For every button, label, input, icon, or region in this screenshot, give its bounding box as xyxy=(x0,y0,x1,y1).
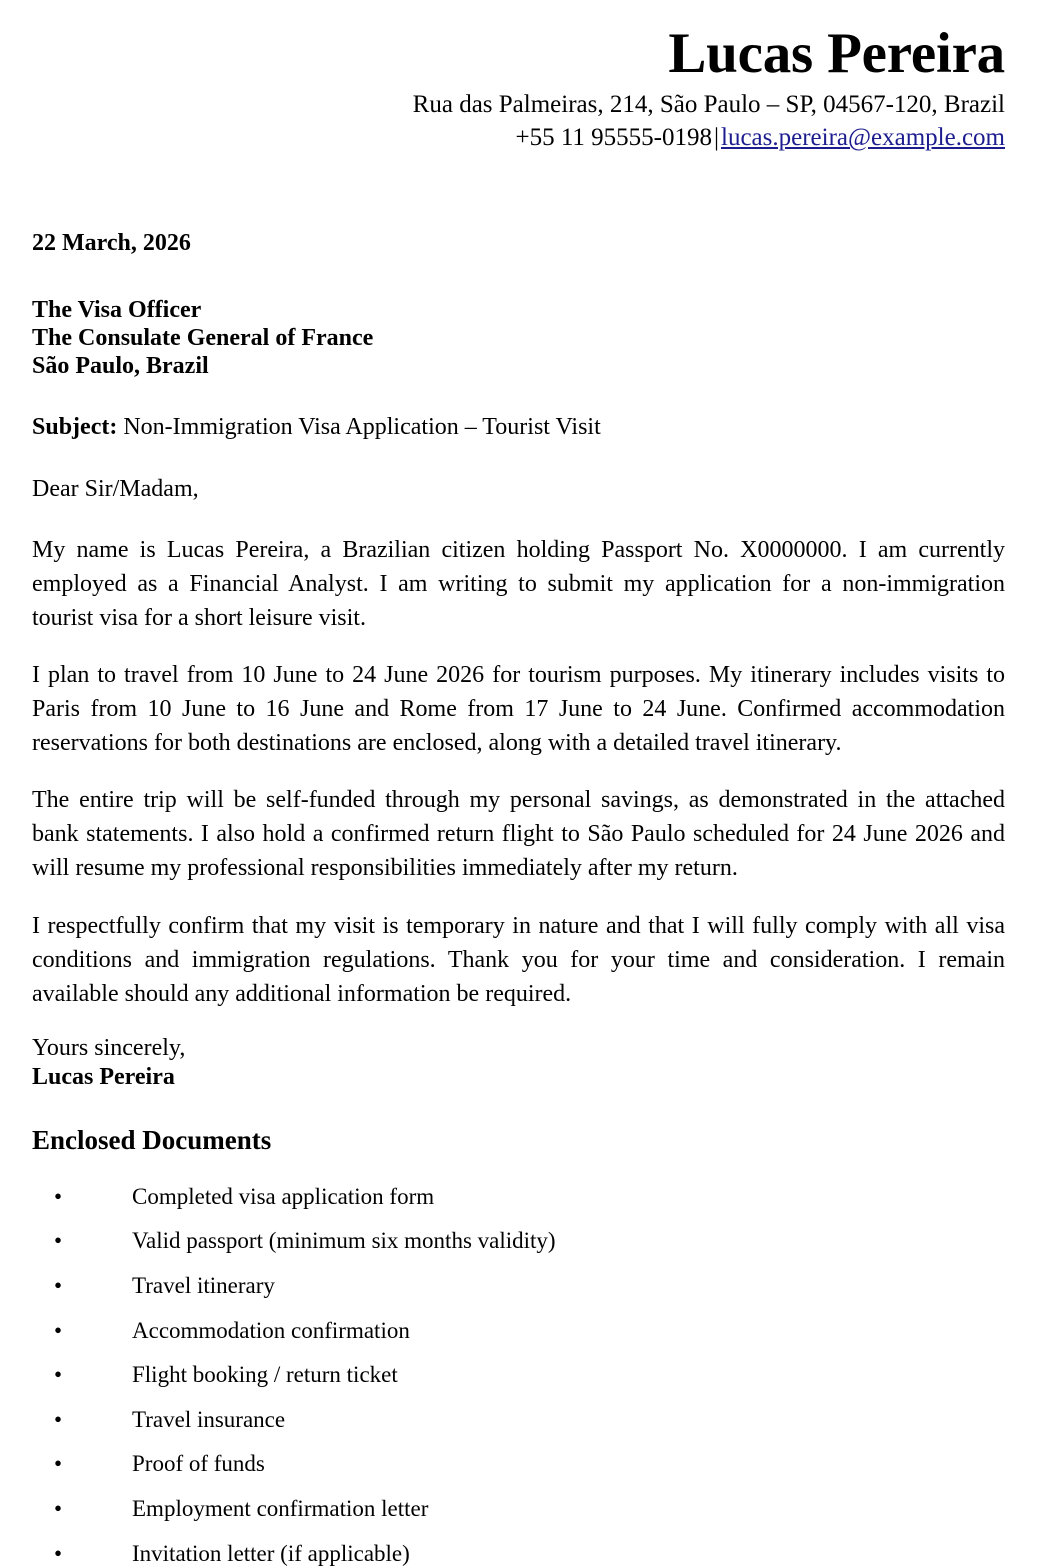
sender-phone: +55 11 95555-0198 xyxy=(515,124,712,152)
list-item-label: Invitation letter (if applicable) xyxy=(132,1540,410,1566)
enclosures-list xyxy=(32,1183,1005,1567)
list-item xyxy=(32,1361,1005,1389)
recipient-line-1: The Visa Officer xyxy=(32,296,202,323)
bullet-icon: • xyxy=(54,1406,63,1432)
list-item xyxy=(32,1183,1005,1211)
closing-line: Yours sincerely, xyxy=(32,1034,186,1061)
bullet-icon: • xyxy=(54,1540,63,1566)
body-paragraph-4: I respectfully confirm that my visit is temporary in nature and that I will fully comply with all visa conditions and immigration regulations. Thank you for your time and consideration. I remain available should any additional information be required. xyxy=(32,912,1005,1007)
salutation: Dear Sir/Madam, xyxy=(32,475,199,502)
signature-name: Lucas Pereira xyxy=(32,1063,175,1090)
sender-email-link[interactable]: lucas.pereira@example.com xyxy=(721,124,1005,152)
list-item-label: Accommodation confirmation xyxy=(132,1317,410,1343)
letterhead xyxy=(32,24,1005,154)
list-item xyxy=(32,1540,1005,1567)
bullet-icon: • xyxy=(54,1183,63,1209)
list-item xyxy=(32,1406,1005,1434)
list-item-label: Completed visa application form xyxy=(132,1183,435,1209)
sender-address: Rua das Palmeiras, 214, São Paulo – SP, 04567-120, Brazil xyxy=(412,90,1005,118)
list-item-label: Employment confirmation letter xyxy=(132,1495,429,1521)
bullet-icon: • xyxy=(54,1362,63,1388)
list-item xyxy=(32,1317,1005,1345)
list-item-label: Proof of funds xyxy=(132,1451,265,1477)
list-item-label: Valid passport (minimum six months validity) xyxy=(132,1228,556,1254)
letter-body xyxy=(32,228,1005,1091)
bullet-icon: • xyxy=(54,1451,63,1477)
sender-contact xyxy=(32,121,1005,154)
subject-line xyxy=(32,412,1005,443)
list-item-label: Travel insurance xyxy=(132,1406,286,1432)
contact-separator: | xyxy=(713,124,719,152)
recipient-line-2: The Consulate General of France xyxy=(32,324,374,351)
sender-name: Lucas Pereira xyxy=(668,22,1005,85)
body-paragraph-3: The entire trip will be self-funded through my personal savings, as demonstrated in the attached bank statements. I also hold a confirmed return flight to São Paulo scheduled for 24 June 2026 and will resume my professional responsibilities immediately after my return. xyxy=(32,787,1005,882)
bullet-icon: • xyxy=(54,1317,63,1343)
bullet-icon: • xyxy=(54,1495,63,1521)
body-paragraph-2: I plan to travel from 10 June to 24 June 2026 for tourism purposes. My itinerary includes visits to Paris from 10 June to 16 June and Rome from 17 June to 24 June. Confirmed accommodation reservations for both destinations are enclosed, along with a detailed travel itinerary. xyxy=(32,662,1005,757)
body-paragraph-1: My name is Lucas Pereira, a Brazilian citizen holding Passport No. X0000000. I am currently employed as a Financial Analyst. I am writing to submit my application for a non-immigration tourist visa for a short leisure visit. xyxy=(32,536,1005,631)
enclosures-heading: Enclosed Documents xyxy=(32,1125,272,1156)
recipient-block xyxy=(32,296,1005,381)
list-item-label: Travel itinerary xyxy=(132,1272,275,1298)
recipient-line-3: São Paulo, Brazil xyxy=(32,353,209,380)
letter-date: 22 March, 2026 xyxy=(32,230,191,257)
subject-text: Non-Immigration Visa Application – Tourist Visit xyxy=(117,414,601,441)
list-item xyxy=(32,1450,1005,1478)
list-item xyxy=(32,1227,1005,1255)
list-item xyxy=(32,1272,1005,1300)
list-item xyxy=(32,1495,1005,1523)
subject-label: Subject: xyxy=(32,414,118,441)
bullet-icon: • xyxy=(54,1228,63,1254)
bullet-icon: • xyxy=(54,1272,63,1298)
closing-block xyxy=(32,1034,1005,1092)
list-item-label: Flight booking / return ticket xyxy=(132,1362,398,1388)
enclosures-section xyxy=(32,1124,1005,1567)
